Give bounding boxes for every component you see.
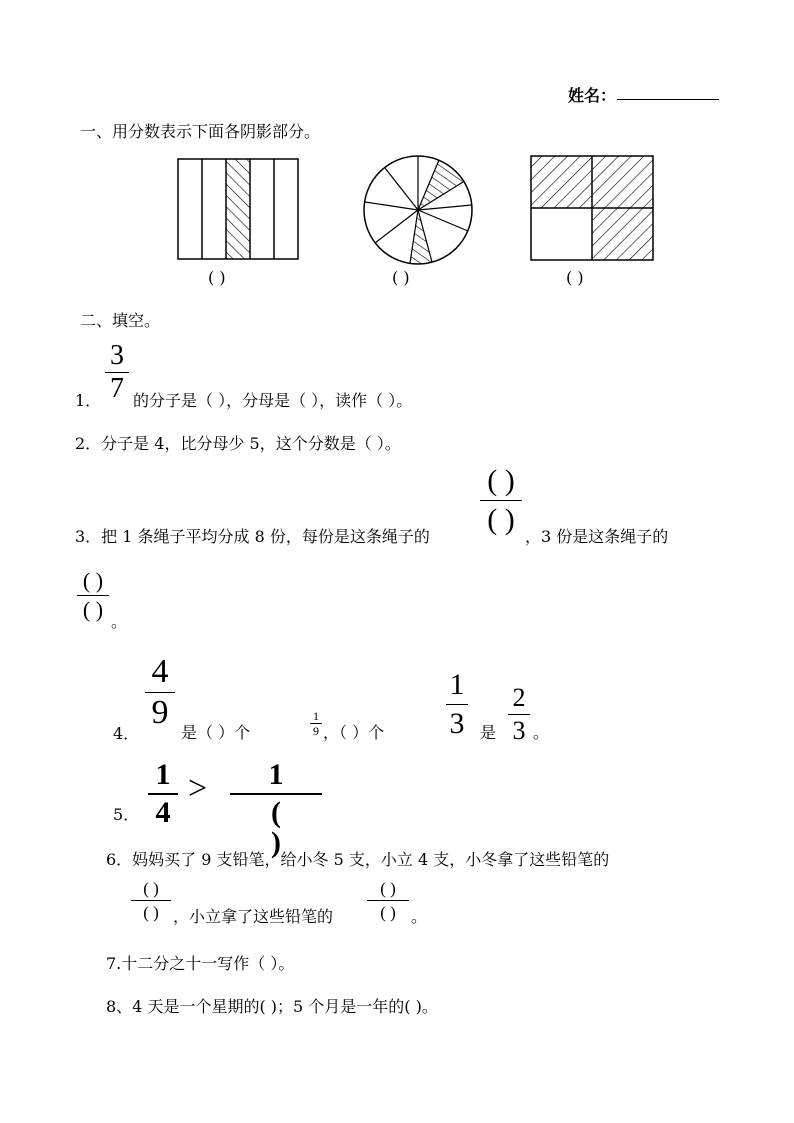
q3-f1-den: ( )	[487, 503, 515, 536]
q5-left-den: 4	[155, 796, 171, 829]
q4-fc-num: 2	[512, 683, 526, 712]
answer-paren-3: ( )	[566, 268, 584, 287]
q3-fraction-2	[77, 570, 109, 621]
section2-title: 二、填空。	[80, 311, 161, 330]
q4-end: 。	[533, 723, 550, 742]
figure-circle	[363, 155, 473, 265]
q3-f2-num: ( )	[82, 568, 104, 593]
q6-end: 。	[411, 907, 428, 926]
q4-fraction-c	[508, 685, 530, 744]
q5-greater-than: >	[188, 770, 208, 807]
q4-text-2: ，（ ）个	[323, 723, 385, 742]
q4-text-3: 是	[480, 723, 497, 742]
q4-fa-num: 4	[151, 653, 169, 690]
name-label: 姓名：	[568, 86, 617, 105]
q6-text-b: ，小立拿了这些铅笔的	[173, 907, 334, 926]
figure-strips	[177, 158, 299, 260]
q8-text: 8、4 天是一个星期的( )；5 个月是一年的( )。	[106, 997, 438, 1016]
q4-number: 4．	[113, 724, 140, 743]
q4-small-fraction	[310, 710, 322, 737]
q6-f1-num: ( )	[143, 879, 159, 898]
q6-text-a: 6．妈妈买了 9 支铅笔，给小冬 5 支，小立 4 支，小冬拿了这些铅笔的	[106, 850, 610, 869]
q1-text: 的分子是（ ），分母是（ ），读作（ ）。	[133, 391, 413, 410]
q5-left-num: 1	[155, 758, 171, 791]
q6-f1-den: ( )	[143, 903, 159, 922]
q4-fa-den: 9	[151, 694, 169, 731]
q6-fraction-1	[131, 880, 171, 921]
name-field[interactable]	[617, 99, 719, 100]
answer-paren-2: ( )	[392, 268, 410, 287]
q5-number: 5．	[113, 805, 140, 824]
q3-text-a: 3．把 1 条绳子平均分成 8 份，每份是这条绳子的	[75, 527, 430, 546]
q4-fraction-a	[145, 655, 175, 730]
q5-right-den: ( )	[271, 796, 299, 859]
q6-f2-den: ( )	[380, 903, 396, 922]
q4-fraction-b	[446, 670, 468, 739]
q4-fb-den: 3	[449, 707, 465, 740]
q1-number: 1．	[75, 391, 102, 410]
q5-fraction-right	[230, 760, 322, 858]
q4-small-num: 1	[313, 709, 319, 723]
q3-f1-num: ( )	[487, 464, 515, 497]
q3-end: 。	[111, 612, 128, 631]
q1-frac-den: 7	[110, 373, 124, 404]
q4-fc-den: 3	[512, 716, 526, 745]
q6-fraction-2	[367, 880, 409, 921]
q3-f2-den: ( )	[82, 597, 104, 622]
figure-square	[530, 155, 654, 261]
q4-small-den: 9	[313, 724, 319, 738]
q3-text-b: ，3 份是这条绳子的	[525, 527, 669, 546]
q5-fraction-left	[148, 760, 178, 828]
q3-fraction-1	[480, 466, 522, 535]
q6-f2-num: ( )	[380, 879, 396, 898]
q4-fb-num: 1	[449, 668, 465, 701]
q5-right-num: 1	[268, 758, 284, 791]
q1-frac-num: 3	[110, 340, 124, 371]
q7-text: 7.十二分之十一写作（ ）。	[106, 954, 295, 973]
q4-text-1: 是（ ）个	[181, 723, 251, 742]
section1-title: 一、用分数表示下面各阴影部分。	[80, 122, 321, 141]
q1-fraction	[105, 342, 129, 403]
q2-text: 2．分子是 4，比分母少 5，这个分数是（ ）。	[75, 434, 401, 453]
answer-paren-1: ( )	[208, 268, 226, 287]
